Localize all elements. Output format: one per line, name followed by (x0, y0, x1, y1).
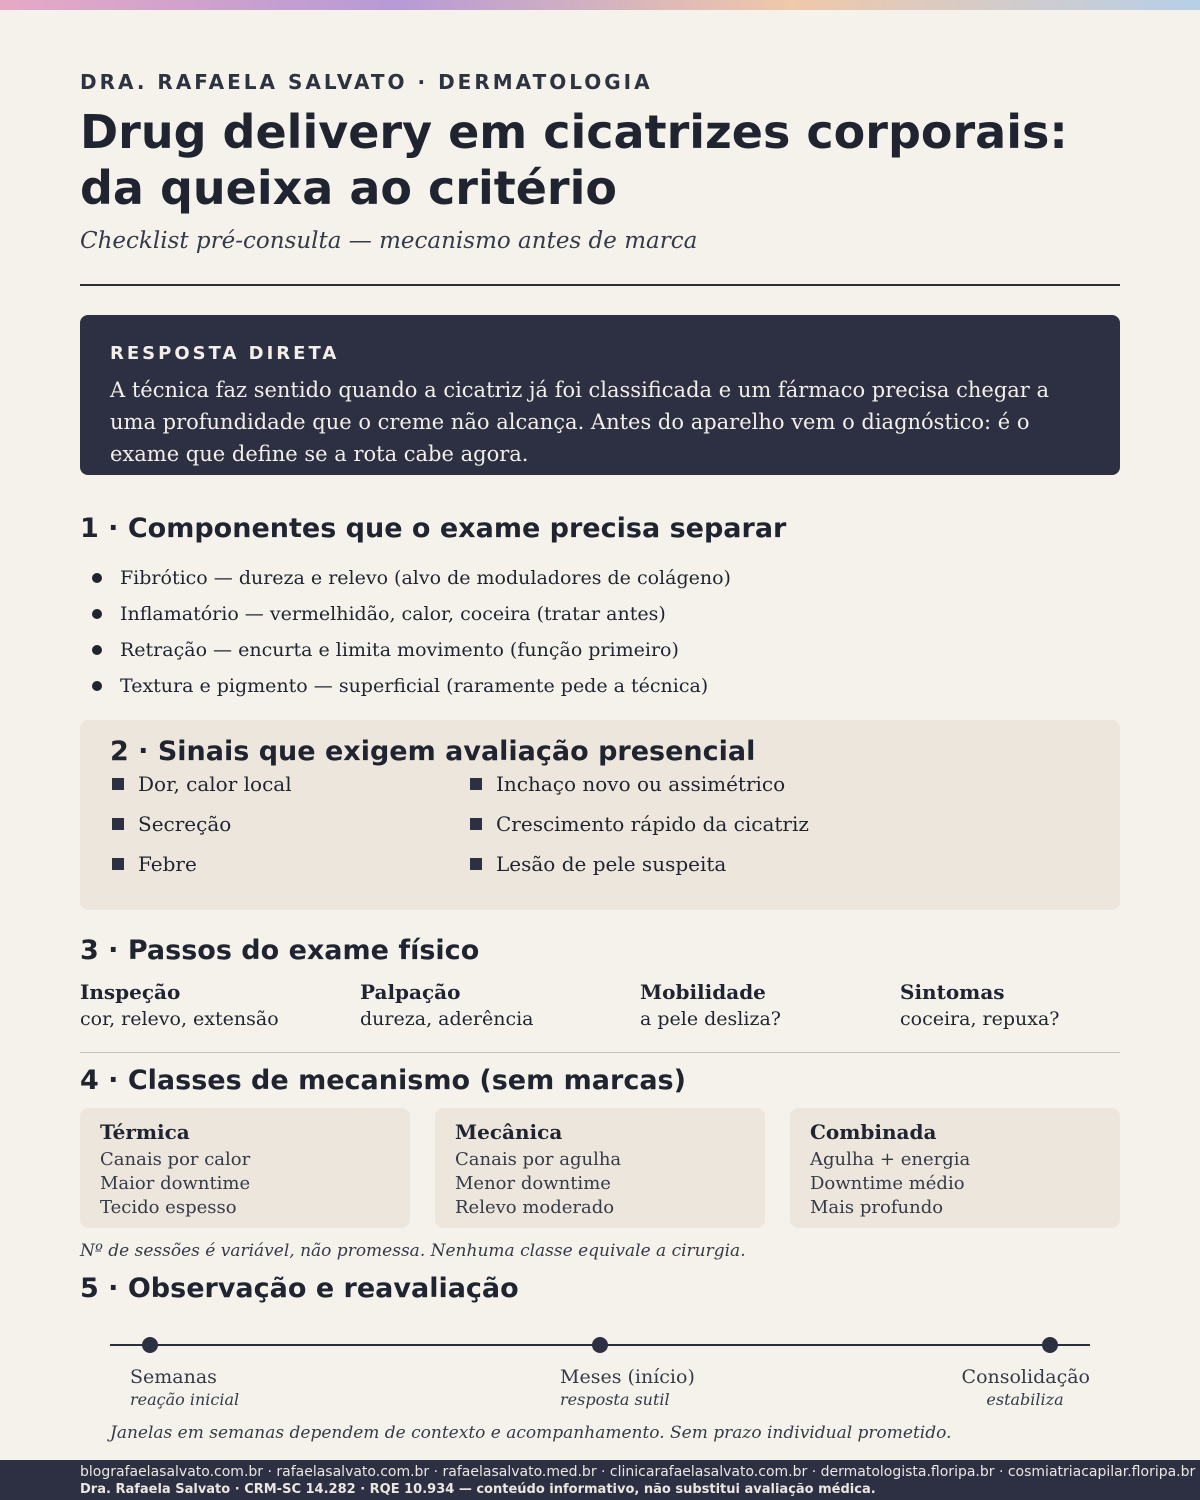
square-bullet-icon (112, 858, 124, 870)
warning-sign-item: Febre (112, 852, 197, 876)
warning-sign-item: Inchaço novo ou assimétrico (470, 772, 785, 796)
footer-credit: Dra. Rafaela Salvato · CRM-SC 14.282 · RQE 10.934 — conteúdo informativo, não substitui avaliação médica. (80, 1482, 876, 1497)
timeline-dot (142, 1337, 158, 1353)
warning-sign-item: Secreção (112, 812, 231, 836)
timeline-point-desc: resposta sutil (560, 1390, 670, 1409)
mechanism-card-line: Canais por calor (100, 1149, 251, 1170)
warning-sign-item: Dor, calor local (112, 772, 292, 796)
mechanism-card-title: Térmica (100, 1120, 190, 1144)
timeline-point-title: Semanas (130, 1366, 217, 1388)
exam-step-title: Mobilidade (640, 980, 766, 1004)
timeline-point-desc: reação inicial (130, 1390, 240, 1409)
direct-answer-box (80, 315, 1120, 475)
mechanism-card-title: Combinada (810, 1120, 937, 1144)
warning-signs-panel (80, 720, 1120, 910)
list-item: Retração — encurta e limita movimento (função primeiro) (92, 632, 731, 668)
list-item: Textura e pigmento — superficial (raramente pede a técnica) (92, 668, 731, 704)
mechanism-card-line: Maior downtime (100, 1173, 251, 1194)
mechanism-card-line: Tecido espesso (100, 1197, 237, 1218)
mechanism-card-mechanical (435, 1108, 765, 1228)
page-subtitle: Checklist pré-consulta — mecanismo antes de marca (80, 228, 698, 254)
section-2-title: 2 · Sinais que exigem avaliação presencial (110, 736, 756, 767)
exam-step (640, 980, 781, 1030)
mechanism-card-line: Menor downtime (455, 1173, 611, 1194)
exam-step-title: Inspeção (80, 980, 181, 1004)
square-bullet-icon (112, 818, 124, 830)
square-bullet-icon (470, 778, 482, 790)
direct-answer-label: RESPOSTA DIRETA (110, 343, 340, 364)
bullet-icon (92, 645, 102, 655)
square-bullet-icon (470, 818, 482, 830)
section-4-title: 4 · Classes de mecanismo (sem marcas) (80, 1065, 686, 1096)
exam-step-desc: a pele desliza? (640, 1008, 781, 1030)
square-bullet-icon (112, 778, 124, 790)
footer-links: blografaelasalvato.com.br · rafaelasalvato.com.br · rafaelasalvato.med.br · clinicarafaelasalvato.com.br · dermatologista.floripa.br · cosmiatriacapilar.floripa.br (80, 1464, 1196, 1480)
timeline-dot (1042, 1337, 1058, 1353)
mechanism-card-thermal (80, 1108, 410, 1228)
bullet-icon (92, 609, 102, 619)
timeline-dot (592, 1337, 608, 1353)
exam-step-title: Sintomas (900, 980, 1005, 1004)
exam-step (900, 980, 1060, 1030)
warning-sign-item: Crescimento rápido da cicatriz (470, 812, 809, 836)
mechanism-card-line: Canais por agulha (455, 1149, 622, 1170)
footer (0, 1460, 1200, 1500)
exam-step (360, 980, 534, 1030)
direct-answer-text: A técnica faz sentido quando a cicatriz já foi classificada e um fármaco precisa chegar a uma profundidade que o creme não alcança. Antes do aparelho vem o diagnóstico: é o exame que define se a rota cabe agora. (110, 378, 1050, 466)
timeline-point (940, 1366, 1090, 1409)
exam-step-desc: coceira, repuxa? (900, 1008, 1060, 1030)
warning-sign-item: Lesão de pele suspeita (470, 852, 726, 876)
eyebrow: DRA. RAFAELA SALVATO · DERMATOLOGIA (80, 70, 653, 94)
timeline-point-title: Consolidação (961, 1366, 1090, 1388)
top-gradient-bar (0, 0, 1200, 10)
exam-step-desc: cor, relevo, extensão (80, 1008, 279, 1030)
timeline-note: Janelas em semanas dependem de contexto e acompanhamento. Sem prazo individual prometido. (110, 1423, 952, 1443)
timeline-point-title: Meses (início) (560, 1366, 695, 1388)
bullet-icon (92, 681, 102, 691)
section-divider (80, 1052, 1120, 1053)
list-item: Fibrótico — dureza e relevo (alvo de moduladores de colágeno) (92, 560, 731, 596)
mechanism-card-line: Mais profundo (810, 1197, 944, 1218)
square-bullet-icon (470, 858, 482, 870)
section-5-title: 5 · Observação e reavaliação (80, 1273, 519, 1304)
exam-step-desc: dureza, aderência (360, 1008, 534, 1030)
header-divider (80, 284, 1120, 286)
mechanism-card-title: Mecânica (455, 1120, 563, 1144)
mechanism-card-combined (790, 1108, 1120, 1228)
timeline-point (560, 1366, 695, 1409)
bullet-icon (92, 573, 102, 583)
section-1-title: 1 · Componentes que o exame precisa separar (80, 513, 787, 544)
section-3-title: 3 · Passos do exame físico (80, 935, 480, 966)
exam-step (80, 980, 279, 1030)
mechanism-card-line: Downtime médio (810, 1173, 965, 1194)
timeline-point-desc: estabiliza (986, 1390, 1064, 1409)
page-title: Drug delivery em cicatrizes corporais: da queixa ao critério (80, 105, 1068, 215)
mechanism-card-line: Relevo moderado (455, 1197, 615, 1218)
list-item: Inflamatório — vermelhidão, calor, coceira (tratar antes) (92, 596, 731, 632)
mechanism-card-line: Agulha + energia (810, 1149, 971, 1170)
sessions-note: Nº de sessões é variável, não promessa. Nenhuma classe equivale a cirurgia. (80, 1241, 746, 1261)
component-list (92, 560, 731, 704)
exam-step-title: Palpação (360, 980, 461, 1004)
timeline-point (130, 1366, 239, 1409)
